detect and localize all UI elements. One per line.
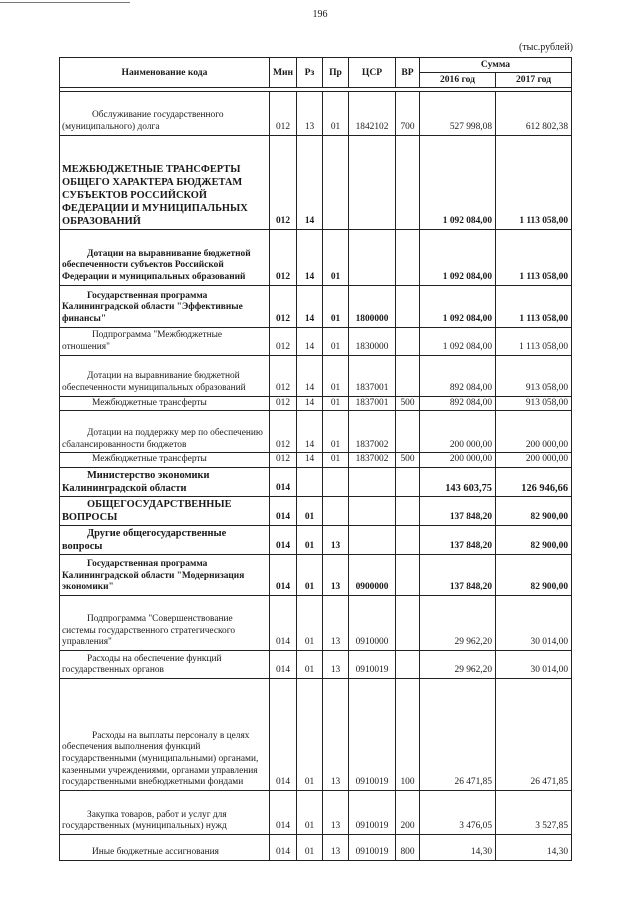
units-label: (тыс.рублей) <box>518 42 573 53</box>
table-row: Иные бюджетные ассигнования 014 01 13 0910019 800 14,30 14,30 <box>60 834 572 860</box>
table-row: Государственная программа Калининградской области "Эффективные финансы" 012 14 01 1800000 1 092 084,00 1 113 058,00 <box>60 285 572 327</box>
table-row: Подпрограмма "Совершенствование системы государственного стратегического управления" 014 01 13 0910000 29 962,20 30 014,00 <box>60 595 572 650</box>
table-row: Дотации на выравнивание бюджетной обеспеченности субъектов Российской Федерации и муниципальных образований 012 14 01 1 092 084,00 1 113 058,00 <box>60 229 572 285</box>
table-row: Подпрограмма "Межбюджетные отношения" 012 14 01 1830000 1 092 084,00 1 113 058,00 <box>60 327 572 355</box>
table-row: Межбюджетные трансферты 012 14 01 1837002 500 200 000,00 200 000,00 <box>60 453 572 468</box>
header-pr: Пр <box>323 58 349 88</box>
table-row: Расходы на обеспечение функций государственных органов 014 01 13 0910019 29 962,20 30 014,00 <box>60 650 572 678</box>
table-row: Дотации на выравнивание бюджетной обеспеченности муниципальных образований 012 14 01 1837001 892 084,00 913 058,00 <box>60 355 572 396</box>
table-row: Обслуживание государственного (муниципального) долга 012 13 01 1842102 700 527 998,08 612 802,38 <box>60 91 572 135</box>
header-sum: Сумма <box>420 58 572 73</box>
header-2016: 2016 год <box>420 73 496 88</box>
table-row: Государственная программа Калининградской области "Модернизация экономики" 014 01 13 0900000 137 848,20 82 900,00 <box>60 554 572 595</box>
page-number: 196 <box>312 9 328 20</box>
table-row: Другие общегосударственные вопросы 014 01 13 137 848,20 82 900,00 <box>60 525 572 554</box>
top-rule <box>0 2 130 3</box>
header-name: Наименование кода <box>60 58 270 88</box>
table-row: Межбюджетные трансферты 012 14 01 1837001 500 892 084,00 913 058,00 <box>60 396 572 411</box>
header-2017: 2017 год <box>496 73 572 88</box>
table-row: ОБЩЕГОСУДАРСТВЕННЫЕ ВОПРОСЫ 014 01 137 848,20 82 900,00 <box>60 496 572 525</box>
header-min: Мин <box>270 58 297 88</box>
header-rz: Рз <box>297 58 323 88</box>
table-row: Расходы на выплаты персоналу в целях обеспечения выполнения функций государственными (муниципальными) органами, казенными учреждениями, органами управления государственными внебюджетными фондами 014 01 13 0910019 100 26 471,85 26 471,85 <box>60 678 572 790</box>
header-csr: ЦСР <box>349 58 396 88</box>
budget-table <box>59 57 572 861</box>
header-vr: ВР <box>396 58 420 88</box>
table-row: Министерство экономики Калининградской области 014 143 603,75 126 946,66 <box>60 467 572 496</box>
table-row: Закупка товаров, работ и услуг для государственных (муниципальных) нужд 014 01 13 0910019 200 3 476,05 3 527,85 <box>60 790 572 834</box>
table-row: Дотации на поддержку мер по обеспечению сбалансированности бюджетов 012 14 01 1837002 200 000,00 200 000,00 <box>60 411 572 453</box>
table-row: МЕЖБЮДЖЕТНЫЕ ТРАНСФЕРТЫ ОБЩЕГО ХАРАКТЕРА БЮДЖЕТАМ СУБЪЕКТОВ РОССИЙСКОЙ ФЕДЕРАЦИИ И МУНИЦИПАЛЬНЫХ ОБРАЗОВАНИЙ 012 14 1 092 084,00 1 113 058,00 <box>60 135 572 229</box>
